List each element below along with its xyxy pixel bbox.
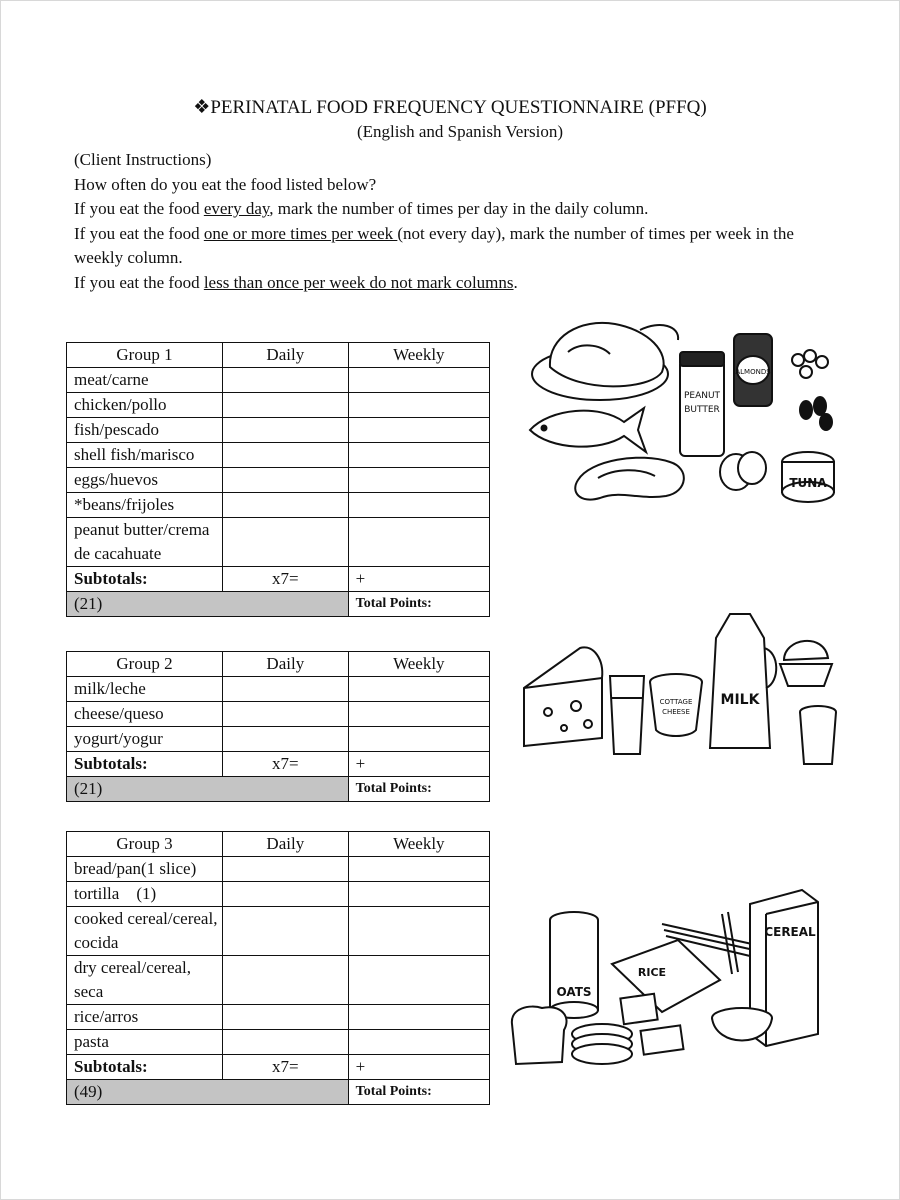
max-points: (49) — [67, 1080, 349, 1105]
oats-label: OATS — [556, 985, 592, 999]
cottage-label-2: CHEESE — [662, 708, 690, 716]
subtotals-label: Subtotals: — [67, 752, 223, 777]
daily-cell[interactable] — [223, 518, 349, 567]
subtotal-row — [67, 752, 490, 777]
table-row — [67, 368, 490, 393]
group-1-table — [66, 342, 490, 617]
weekly-cell[interactable] — [348, 418, 489, 443]
food-item: tortilla (1) — [67, 882, 223, 907]
weekly-cell[interactable] — [348, 443, 489, 468]
food-item: *beans/frijoles — [67, 493, 223, 518]
subtotals-label: Subtotals: — [67, 567, 223, 592]
daily-cell[interactable] — [223, 418, 349, 443]
daily-cell[interactable] — [223, 1030, 349, 1055]
tuna-label: TUNA — [789, 476, 827, 490]
daily-cell[interactable] — [223, 1005, 349, 1030]
beans-icon — [800, 397, 832, 430]
daily-cell[interactable] — [223, 393, 349, 418]
multiplier[interactable]: x7= — [223, 1055, 349, 1080]
table-row — [67, 857, 490, 882]
multiplier[interactable]: x7= — [223, 752, 349, 777]
daily-header: Daily — [223, 652, 349, 677]
weekly-cell[interactable] — [348, 1005, 489, 1030]
group-3-table — [66, 831, 490, 1105]
weekly-cell[interactable] — [348, 518, 489, 567]
table-row — [67, 418, 490, 443]
weekly-header: Weekly — [348, 832, 489, 857]
weekly-header: Weekly — [348, 343, 489, 368]
total-points-label[interactable]: Total Points: — [348, 777, 489, 802]
plus-sign[interactable]: + — [348, 567, 489, 592]
food-item: yogurt/yogur — [67, 727, 223, 752]
cottage-cheese-icon — [650, 674, 702, 736]
group-2-table — [66, 651, 490, 802]
ice-cream-cup-icon — [780, 641, 832, 686]
total-points-label[interactable]: Total Points: — [348, 1080, 489, 1105]
yogurt-cup-icon — [800, 706, 836, 764]
total-row — [67, 777, 490, 802]
food-item: meat/carne — [67, 368, 223, 393]
fish-icon — [530, 408, 646, 452]
weekly-cell[interactable] — [348, 956, 489, 1005]
food-item: shell fish/marisco — [67, 443, 223, 468]
daily-cell[interactable] — [223, 468, 349, 493]
oats-canister-icon — [550, 912, 598, 1018]
weekly-cell[interactable] — [348, 393, 489, 418]
almonds-label: ALMONDS — [735, 368, 771, 376]
table-row — [67, 956, 490, 1005]
dairy-foods-illustration — [518, 608, 854, 772]
food-item: cheese/queso — [67, 702, 223, 727]
daily-cell[interactable] — [223, 907, 349, 956]
tuna-can-icon — [782, 452, 834, 502]
weekly-header: Weekly — [348, 652, 489, 677]
weekly-cell[interactable] — [348, 493, 489, 518]
weekly-cell[interactable] — [348, 468, 489, 493]
daily-cell[interactable] — [223, 493, 349, 518]
weekly-cell[interactable] — [348, 1030, 489, 1055]
instruction-question: How often do you eat the food listed below? — [74, 174, 377, 194]
instruction-heading: (Client Instructions) — [74, 150, 212, 169]
weekly-cell[interactable] — [348, 677, 489, 702]
table-row — [67, 518, 490, 567]
daily-header: Daily — [223, 832, 349, 857]
food-item: milk/leche — [67, 677, 223, 702]
cheese-wedge-icon — [524, 647, 602, 746]
instruction-weekly-cont: weekly column. — [74, 248, 183, 268]
weekly-cell[interactable] — [348, 882, 489, 907]
food-item: pasta — [67, 1030, 223, 1055]
food-item: cooked cereal/cereal, cocida — [67, 907, 223, 956]
tortilla-stack-icon — [572, 1024, 632, 1064]
max-points: (21) — [67, 777, 349, 802]
subtotal-row — [67, 1055, 490, 1080]
weekly-cell[interactable] — [348, 907, 489, 956]
eggs-icon — [720, 452, 766, 490]
weekly-cell[interactable] — [348, 702, 489, 727]
milk-jug-icon — [710, 614, 776, 748]
food-item: peanut butter/crema de cacahuate — [67, 518, 223, 567]
max-points: (21) — [67, 592, 349, 617]
total-row — [67, 1080, 490, 1105]
roast-chicken-icon — [532, 323, 678, 400]
table-row — [67, 1005, 490, 1030]
almonds-can-icon — [734, 334, 772, 406]
total-row — [67, 592, 490, 617]
bread-slice-icon — [512, 1007, 567, 1064]
milk-label: MILK — [720, 692, 760, 708]
plus-sign[interactable]: + — [348, 1055, 489, 1080]
client-instructions — [74, 148, 794, 296]
food-item: dry cereal/cereal, seca — [67, 956, 223, 1005]
weekly-cell[interactable] — [348, 857, 489, 882]
daily-cell[interactable] — [223, 702, 349, 727]
instruction-weekly: If you eat the food one or more times per week (not every day), mark the number of times per week in the — [74, 223, 794, 243]
group-name: Group 3 — [67, 832, 223, 857]
daily-cell[interactable] — [223, 727, 349, 752]
milk-glass-icon — [610, 676, 644, 754]
grain-foods-illustration — [502, 884, 842, 1076]
group-name: Group 2 — [67, 652, 223, 677]
plus-sign[interactable]: + — [348, 752, 489, 777]
peanut-label-2: BUTTER — [684, 405, 720, 415]
group-name: Group 1 — [67, 343, 223, 368]
nuts-icon — [792, 350, 828, 378]
table-row — [67, 393, 490, 418]
daily-cell[interactable] — [223, 857, 349, 882]
table-row — [67, 677, 490, 702]
table-row — [67, 468, 490, 493]
instruction-less: If you eat the food less than once per week do not mark columns. — [74, 272, 518, 292]
daily-cell[interactable] — [223, 677, 349, 702]
cottage-label-1: COTTAGE — [659, 698, 693, 706]
page-title: ❖PERINATAL FOOD FREQUENCY QUESTIONNAIRE (PFFQ) — [193, 97, 707, 118]
daily-header: Daily — [223, 343, 349, 368]
subtotal-row — [67, 567, 490, 592]
daily-cell[interactable] — [223, 368, 349, 393]
peanut-butter-jar-icon — [680, 352, 724, 456]
weekly-cell[interactable] — [348, 368, 489, 393]
subtotals-label: Subtotals: — [67, 1055, 223, 1080]
food-item: rice/arros — [67, 1005, 223, 1030]
multiplier[interactable]: x7= — [223, 567, 349, 592]
table-row — [67, 493, 490, 518]
steak-icon — [575, 458, 684, 500]
food-item: fish/pescado — [67, 418, 223, 443]
table-row — [67, 443, 490, 468]
food-item: chicken/pollo — [67, 393, 223, 418]
cereal-label: CEREAL — [764, 925, 816, 939]
total-points-label[interactable]: Total Points: — [348, 592, 489, 617]
page-subtitle: (English and Spanish Version) — [356, 122, 564, 141]
peanut-label-1: PEANUT — [683, 391, 721, 401]
daily-cell[interactable] — [223, 443, 349, 468]
table-row — [67, 1030, 490, 1055]
food-item: bread/pan(1 slice) — [67, 857, 223, 882]
table-row — [67, 882, 490, 907]
daily-cell[interactable] — [223, 956, 349, 1005]
instruction-daily: If you eat the food every day, mark the number of times per day in the daily column. — [74, 199, 649, 219]
protein-foods-illustration — [520, 312, 850, 512]
rice-label: RICE — [637, 966, 667, 979]
table-row — [67, 907, 490, 956]
food-item: eggs/huevos — [67, 468, 223, 493]
table-row — [67, 727, 490, 752]
weekly-cell[interactable] — [348, 727, 489, 752]
table-row — [67, 702, 490, 727]
daily-cell[interactable] — [223, 882, 349, 907]
